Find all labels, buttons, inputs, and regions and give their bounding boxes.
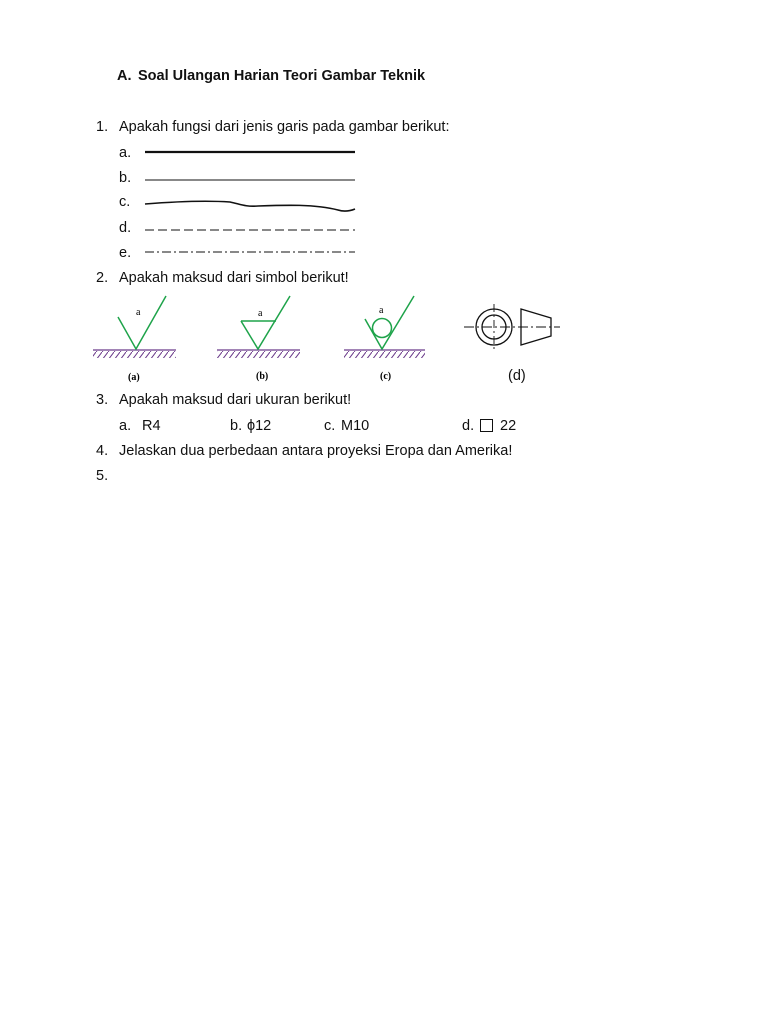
q3-option-a-marker: a. (119, 418, 132, 434)
question-1-number: 1. (96, 119, 109, 135)
q3-option-a-value: R4 (142, 418, 161, 434)
caption-b: (b) (256, 371, 269, 382)
q3-option-c-value: M10 (341, 418, 370, 434)
q1-option-a-marker: a. (119, 145, 132, 161)
q3-option-c-marker: c. (324, 418, 336, 434)
q1-option-c-marker: c. (119, 194, 131, 210)
symbol-b-letter: a (258, 308, 263, 319)
square-icon (480, 419, 493, 432)
surface-symbol-c (344, 296, 425, 382)
heading-marker: A. (117, 68, 132, 84)
page-title: Soal Ulangan Harian Teori Gambar Teknik (138, 68, 426, 84)
caption-c: (c) (380, 371, 392, 382)
question-2-number: 2. (96, 270, 109, 286)
question-1-text: Apakah fungsi dari jenis garis pada gambar berikut: (119, 119, 450, 135)
q3-option-b-value: ϕ12 (247, 418, 272, 434)
q1-option-e-marker: e. (119, 245, 132, 261)
symbol-a-letter: a (136, 307, 141, 318)
q3-option-b-marker: b. (230, 418, 243, 434)
surface-symbol-a (93, 296, 176, 383)
question-2-text: Apakah maksud dari simbol berikut! (119, 270, 349, 286)
question-3-number: 3. (96, 392, 109, 408)
caption-a: (a) (128, 372, 140, 383)
surface-symbol-b (217, 296, 300, 382)
surface-symbols-figure (0, 0, 768, 400)
q3-option-d-marker: d. (462, 418, 475, 434)
q1-option-b-marker: b. (119, 170, 132, 186)
question-5-number: 5. (96, 468, 109, 484)
q3-option-d-value: 22 (500, 418, 517, 434)
q1-option-d-marker: d. (119, 220, 132, 236)
symbol-c-letter: a (379, 305, 384, 316)
question-4-number: 4. (96, 443, 109, 459)
question-3-text: Apakah maksud dari ukuran berikut! (119, 392, 352, 408)
symbol-d-caption: (d) (508, 368, 526, 384)
projection-symbol-d (464, 304, 560, 350)
question-4-text: Jelaskan dua perbedaan antara proyeksi Eropa dan Amerika! (119, 443, 513, 459)
